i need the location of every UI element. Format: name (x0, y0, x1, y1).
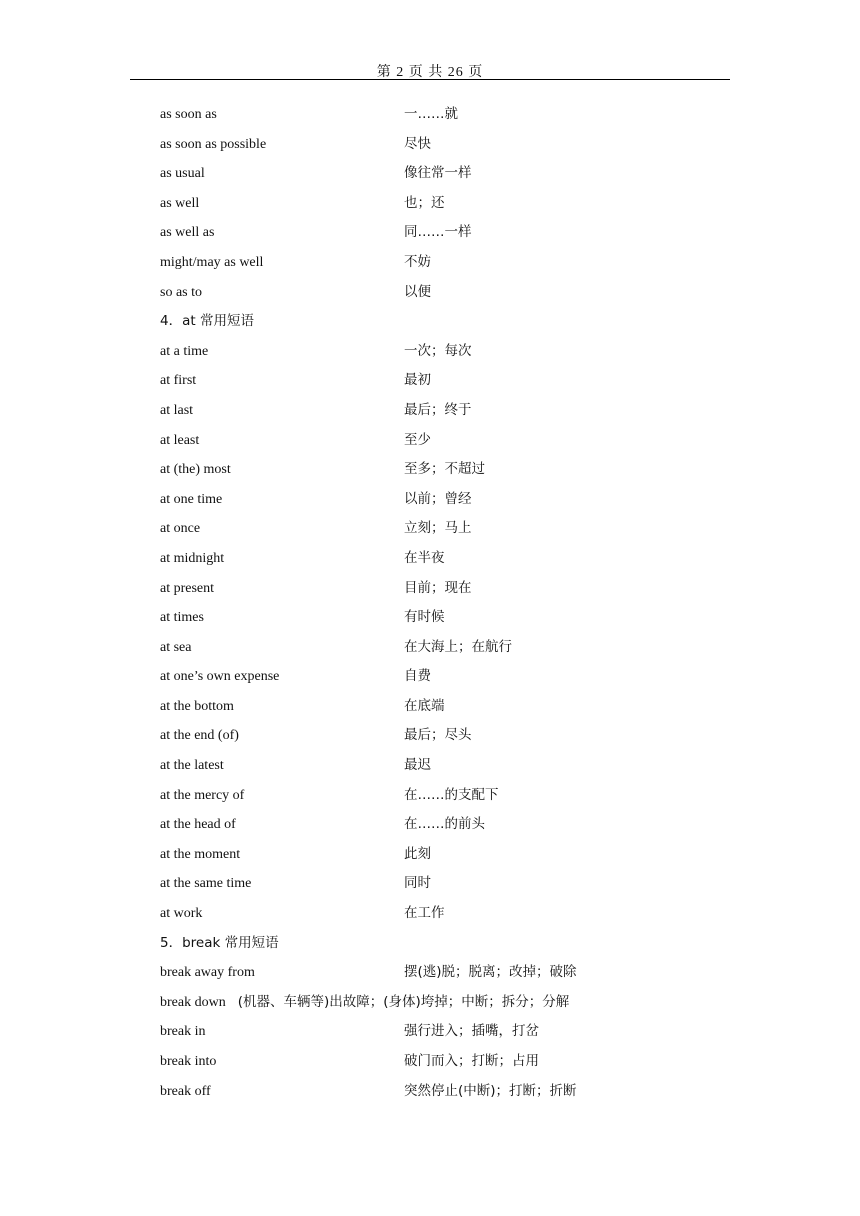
phrase-en: at one time (160, 491, 223, 507)
phrase-row (160, 840, 720, 870)
phrase-row (160, 455, 720, 485)
phrase-cn: 以便 (404, 283, 431, 300)
phrase-row (160, 514, 720, 544)
phrase-row (160, 248, 720, 278)
phrase-row (160, 426, 720, 456)
phrase-cn: 目前；现在 (404, 579, 472, 596)
phrase-row (160, 751, 720, 781)
phrase-en: as soon as possible (160, 136, 267, 152)
phrase-row (160, 574, 720, 604)
phrase-cn: 同……一样 (404, 224, 472, 241)
phrase-en: at a time (160, 343, 209, 359)
phrase-en: at the same time (160, 876, 252, 892)
phrase-en: at the head of (160, 817, 236, 833)
phrase-en: as usual (160, 166, 205, 182)
phrase-row (160, 396, 720, 426)
phrase-cn: 最后；终于 (404, 401, 472, 418)
section-heading: 4．at 常用短语 (160, 313, 254, 330)
phrase-cn: 不妨 (404, 253, 431, 270)
phrase-row (160, 869, 720, 899)
phrase-cn: 在底端 (404, 697, 445, 714)
phrase-cn: 破门而入；打断；占用 (404, 1053, 539, 1069)
phrase-row (160, 810, 720, 840)
phrase-cn: 有时候 (404, 609, 445, 626)
phrase-en: at the mercy of (160, 787, 245, 803)
phrase-row (160, 366, 720, 396)
phrase-row (160, 781, 720, 811)
phrase-en: at work (160, 906, 203, 922)
phrase-row (160, 958, 720, 988)
phrase-en: at sea (160, 639, 192, 655)
phrase-en: at the end (of) (160, 728, 239, 744)
phrase-cn: 同时 (404, 875, 431, 892)
phrase-cn: 在半夜 (404, 549, 445, 566)
phrase-en: so as to (160, 284, 202, 300)
phrase-cn: 突然停止(中断)；打断；折断 (404, 1082, 577, 1099)
phrase-en: break in (160, 1024, 206, 1040)
phrase-en: at last (160, 402, 194, 418)
phrase-cn: 在……的支配下 (404, 786, 499, 803)
phrase-cn: 以前；曾经 (404, 490, 472, 507)
phrase-row (160, 130, 720, 160)
phrase-en: break down (160, 994, 226, 1010)
phrase-cn: 最初 (404, 372, 431, 389)
phrase-row (160, 662, 720, 692)
phrase-cn: 在……的前头 (404, 816, 485, 833)
phrase-cn: 尽快 (404, 135, 431, 152)
phrase-en: at (the) most (160, 462, 231, 478)
phrase-cn: 至少 (404, 431, 431, 448)
phrase-en: at the moment (160, 846, 241, 862)
header-rule (130, 79, 730, 80)
phrase-line (160, 988, 569, 1018)
phrase-en: might/may as well (160, 254, 264, 270)
phrase-row (160, 337, 720, 367)
phrase-en: break away from (160, 965, 255, 981)
phrase-en: at once (160, 521, 201, 537)
phrase-cn: 至多；不超过 (404, 461, 485, 478)
section-heading: 5．break 常用短语 (160, 934, 279, 951)
phrase-en: at midnight (160, 550, 225, 566)
phrase-row (160, 544, 720, 574)
phrase-en: at the latest (160, 758, 224, 774)
phrase-cn: 在大海上；在航行 (404, 638, 512, 655)
phrase-cn: 在工作 (404, 905, 445, 922)
phrase-row (160, 603, 720, 633)
phrase-cn: (机器、车辆等)出故障；(身体)垮掉；中断；拆分；分解 (237, 993, 570, 1010)
phrase-en: break off (160, 1083, 211, 1099)
page-header: 第 2 页 共 26 页 (376, 65, 484, 80)
phrase-cn: 此刻 (404, 845, 431, 862)
phrase-en: at the bottom (160, 698, 234, 714)
phrase-en: at times (160, 610, 204, 626)
phrase-cn: 强行进入；插嘴，打岔 (404, 1023, 539, 1040)
phrase-row (160, 692, 720, 722)
phrase-row (160, 100, 720, 130)
phrase-row (160, 189, 720, 219)
phrase-row (160, 1047, 720, 1077)
phrase-cn: 摆(逃)脱；脱离；改掉；破除 (404, 964, 577, 981)
phrase-row (160, 1077, 720, 1107)
phrase-en: at least (160, 432, 200, 448)
phrase-en: break into (160, 1054, 217, 1069)
phrase-row (160, 218, 720, 248)
phrase-en: as soon as (160, 107, 217, 122)
phrase-en: as well as (160, 225, 215, 241)
phrase-cn: 一……就 (404, 106, 458, 122)
phrase-row (160, 988, 720, 1018)
phrase-cn: 也；还 (404, 194, 445, 211)
phrase-row (160, 1017, 720, 1047)
phrase-en: at first (160, 373, 197, 389)
phrase-row (160, 721, 720, 751)
phrase-en: at present (160, 580, 215, 596)
phrase-en: as well (160, 195, 200, 211)
phrase-row (160, 278, 720, 308)
phrase-cn: 像往常一样 (404, 165, 472, 182)
phrase-row (160, 899, 720, 929)
phrase-list (160, 100, 720, 1106)
phrase-row (160, 485, 720, 515)
phrase-row (160, 159, 720, 189)
phrase-cn: 立刻；马上 (404, 520, 472, 537)
phrase-cn: 一次；每次 (404, 342, 472, 359)
phrase-row (160, 633, 720, 663)
phrase-cn: 自费 (404, 668, 431, 685)
phrase-cn: 最后；尽头 (404, 727, 472, 744)
phrase-cn: 最迟 (404, 757, 431, 774)
phrase-en: at one’s own expense (160, 669, 280, 685)
